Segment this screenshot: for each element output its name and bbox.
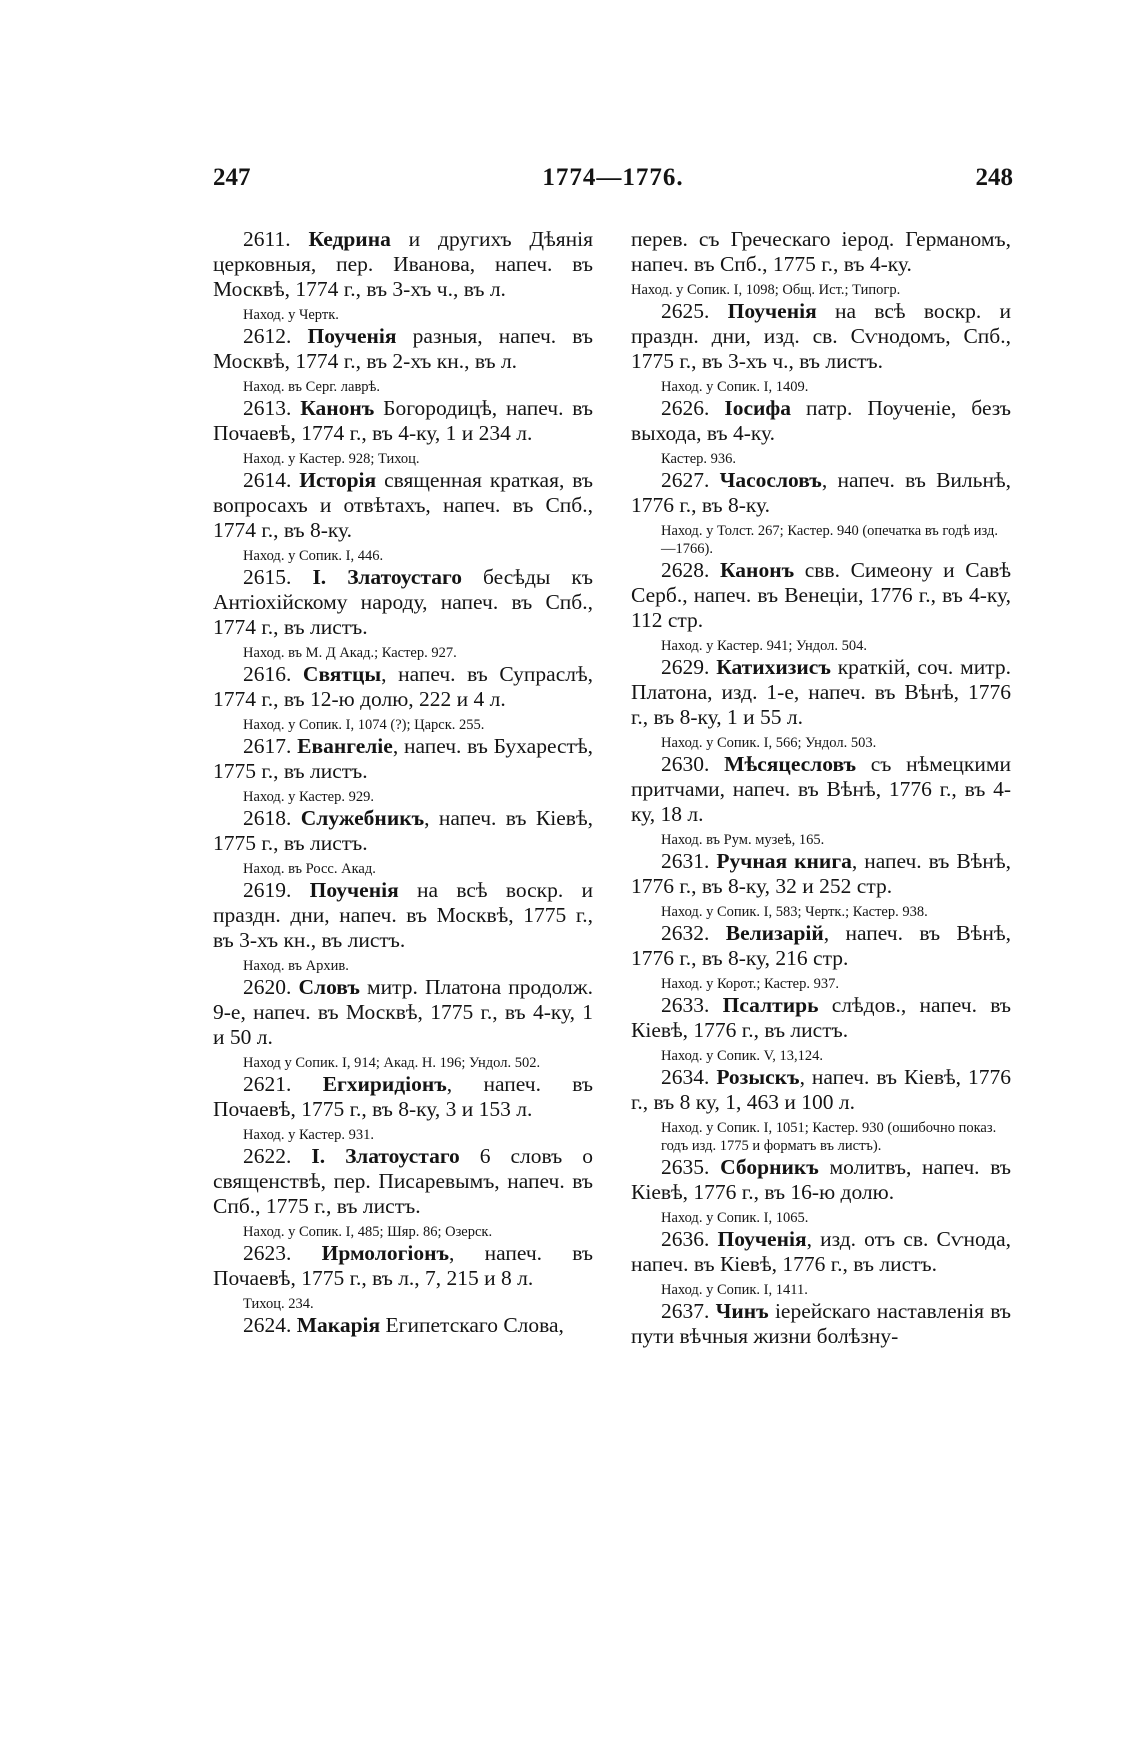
- entry-text: [631, 752, 1011, 827]
- entry-text: [213, 1313, 593, 1338]
- entry-text: [631, 396, 1011, 446]
- entry-number: 2621.: [243, 1072, 292, 1096]
- entry-description: Богородицѣ, напеч. въ Почаевѣ, 1774 г., въ 4-ку, 1 и 234 л.: [213, 396, 593, 445]
- entry-number: 2628.: [661, 558, 710, 582]
- entry-title: Псалтирь: [722, 993, 819, 1017]
- entry-description: перев. съ Греческаго іерод. Германомъ, напеч. въ Спб., 1775 г., въ 4-ку.: [631, 227, 1011, 276]
- entry-description: патр. Поученіе, безъ выхода, въ 4-ку.: [631, 396, 1011, 445]
- entry-text: [213, 806, 593, 856]
- entry-text: [631, 921, 1011, 971]
- entry-title: Велизарій: [725, 921, 824, 945]
- entry-text: [631, 299, 1011, 374]
- catalog-entry: [631, 1299, 1011, 1349]
- entry-text: [213, 734, 593, 784]
- entry-location: Наход. у Сопик. I, 446.: [243, 548, 384, 564]
- entry-number: 2634.: [661, 1065, 710, 1089]
- entry-title: Святцы: [302, 662, 382, 686]
- entry-location: Наход. у Толст. 267; Кастер. 940 (опечатка въ годѣ изд.—1766).: [661, 523, 998, 557]
- entry-location: Наход. у Сопик. I, 583; Чертк.; Кастер. 938.: [661, 904, 928, 920]
- entry-title: Часословъ: [719, 468, 822, 492]
- entry-number: 2627.: [661, 468, 710, 492]
- entry-number: 2637.: [661, 1299, 710, 1323]
- entry-description: , напеч. въ Почаевѣ, 1775 г., въ 8-ку, 3 и 153 л.: [213, 1072, 593, 1121]
- entry-location: Наход. у Кастер. 928; Тихоц.: [243, 451, 420, 467]
- entry-number: 2626.: [661, 396, 710, 420]
- entry-title: Егхиридіонъ: [322, 1072, 447, 1096]
- left-column: [213, 227, 593, 1342]
- entry-description: краткій, соч. митр. Платона, изд. 1-е, напеч. въ Вѣнѣ, 1776 г., въ 8-ку, 1 и 55 л.: [631, 655, 1012, 729]
- entry-text: [631, 655, 1011, 730]
- entry-title: Канонъ: [720, 558, 795, 582]
- entry-text: [631, 1065, 1011, 1115]
- entry-title: Ирмологіонъ: [321, 1241, 449, 1265]
- entry-location: Наход. у Чертк.: [243, 307, 339, 323]
- entry-location: Наход у Сопик. I, 914; Акад. Н. 196; Ундол. 502.: [243, 1055, 541, 1071]
- entry-description: 6 словъ о священствѣ, пер. Писаревымъ, напеч. въ Спб., 1775 г., въ листъ.: [213, 1144, 593, 1218]
- entry-text: [631, 1155, 1011, 1205]
- catalog-entry: [213, 662, 593, 734]
- entry-text: [213, 975, 593, 1050]
- entry-text: [213, 878, 593, 953]
- entry-text: [631, 849, 1011, 899]
- catalog-entry: [213, 565, 593, 662]
- entry-text: [213, 324, 593, 374]
- catalog-entry: [213, 324, 593, 396]
- catalog-entry: [213, 1072, 593, 1144]
- catalog-entry: [213, 734, 593, 806]
- entry-location: Наход. у Кастер. 941; Ундол. 504.: [661, 638, 868, 654]
- entry-description: бесѣды къ Антіохійскому народу, напеч. въ Спб., 1774 г., въ листъ.: [213, 565, 593, 639]
- entry-description: митр. Платона продолж. 9-е, напеч. въ Москвѣ, 1775 г., въ 4-ку, 1 и 50 л.: [213, 975, 593, 1049]
- entry-description: , напеч. въ Почаевѣ, 1775 г., въ л., 7, 215 и 8 л.: [213, 1241, 594, 1290]
- entry-description: свв. Симеону и Савѣ Серб., напеч. въ Венеціи, 1776 г., въ 4-ку, 112 стр.: [631, 558, 1012, 632]
- entry-title: Сборникъ: [720, 1155, 819, 1179]
- entry-text: [213, 1241, 593, 1291]
- catalog-entry: [213, 227, 593, 324]
- catalog-entry: [631, 993, 1011, 1065]
- entry-title: Мѣсяцесловъ: [724, 752, 857, 776]
- entry-location: Наход. у Сопик. I, 1051; Кастер. 930 (ошибочно показ. годъ изд. 1775 и форматъ въ листъ).: [661, 1120, 997, 1154]
- entry-description: на всѣ воскр. и праздн. дни, изд. св. Сѵнодомъ, Спб., 1775 г., въ 3-хъ ч., въ листъ.: [631, 299, 1012, 373]
- catalog-entry: [631, 1065, 1011, 1155]
- entry-text: [631, 993, 1011, 1043]
- year-range-title: 1774—1776.: [542, 164, 684, 191]
- catalog-entry: [213, 975, 593, 1072]
- entry-location: Наход. у Корот.; Кастер. 937.: [661, 976, 839, 992]
- entry-location: Тихоц. 234.: [243, 1296, 314, 1312]
- entry-description: іерейскаго наставленія въ пути вѣчныя жизни болѣзну-: [631, 1299, 1011, 1348]
- entry-location: Кастер. 936.: [661, 451, 736, 467]
- catalog-entry: [631, 849, 1011, 921]
- catalog-entry: [213, 1313, 593, 1338]
- entry-title: Ручная книга: [716, 849, 852, 873]
- entry-title: Евангеліе: [297, 734, 393, 758]
- entry-location: Наход. у Кастер. 929.: [243, 789, 374, 805]
- entry-location: Наход. у Кастер. 931.: [243, 1127, 374, 1143]
- entry-title: Словъ: [298, 975, 360, 999]
- entry-title: Іосифа: [724, 396, 792, 420]
- entry-number: 2612.: [243, 324, 292, 348]
- entry-number: 2633.: [661, 993, 710, 1017]
- catalog-entry: [213, 396, 593, 468]
- entry-number: 2622.: [243, 1144, 292, 1168]
- entry-description: , напеч. въ Вѣнѣ, 1776 г., въ 8-ку, 216 стр.: [631, 921, 1011, 970]
- entry-title: Чинъ: [715, 1299, 769, 1323]
- entry-location: Наход. у Сопик. I, 1098; Общ. Ист.; Типогр.: [631, 282, 901, 298]
- entry-description: и другихъ Дѣянія церковныя, пер. Иванова, напеч. въ Москвѣ, 1774 г., въ 3-хъ ч., въ л.: [213, 227, 594, 301]
- entry-description: , напеч. въ Супраслѣ, 1774 г., въ 12-ю долю, 222 и 4 л.: [213, 662, 594, 711]
- entry-number: 2611.: [243, 227, 291, 251]
- entry-number: 2635.: [661, 1155, 710, 1179]
- catalog-entry: [213, 1144, 593, 1241]
- entry-title: Поученія: [309, 878, 399, 902]
- entry-location: Наход. у Сопик. I, 1074 (?); Царск. 255.: [243, 717, 485, 733]
- catalog-entry: [631, 752, 1011, 849]
- entry-description: Египетскаго Слова,: [380, 1313, 564, 1337]
- entry-number: 2630.: [661, 752, 710, 776]
- entry-description: священная краткая, въ вопросахъ и отвѣтахъ, напеч. въ Спб., 1774 г., въ 8-ку.: [213, 468, 593, 542]
- entry-title: Канонъ: [300, 396, 375, 420]
- catalog-entry: [631, 655, 1011, 752]
- entry-description: , напеч. въ Кіевѣ, 1776 г., въ 8 ку, 1, 463 и 100 л.: [631, 1065, 1011, 1114]
- entry-text: [213, 1072, 593, 1122]
- entry-number: 2624.: [243, 1313, 292, 1337]
- entry-title: Поученія: [717, 1227, 807, 1251]
- entry-location: Наход. у Сопик. I, 1409.: [661, 379, 809, 395]
- entry-number: 2623.: [243, 1241, 292, 1265]
- entry-text: [631, 1227, 1011, 1277]
- page-number-right: 248: [975, 164, 1013, 191]
- entry-description: , напеч. въ Кіевѣ, 1775 г., въ листъ.: [213, 806, 593, 855]
- catalog-entry: [631, 396, 1011, 468]
- entry-title: Исторія: [299, 468, 377, 492]
- page-header: [213, 164, 1013, 204]
- catalog-entry: [631, 299, 1011, 396]
- entry-number: 2617.: [243, 734, 292, 758]
- entry-location: Наход. въ Серг. лаврѣ.: [243, 379, 381, 395]
- page-number-left: 247: [213, 164, 251, 191]
- entry-description: молитвъ, напеч. въ Кіевѣ, 1776 г., въ 16-ю долю.: [631, 1155, 1011, 1204]
- entry-title: I. Златоустаго: [312, 565, 462, 589]
- entry-number: 2616.: [243, 662, 292, 686]
- entry-title: Макарія: [296, 1313, 381, 1337]
- entry-title: Поученія: [727, 299, 817, 323]
- entry-title: I. Златоустаго: [311, 1144, 460, 1168]
- entry-text: [631, 1299, 1011, 1349]
- entry-description: съ нѣмецкими притчами, напеч. въ Вѣнѣ, 1776 г., въ 4-ку, 18 л.: [631, 752, 1011, 826]
- catalog-entry: [631, 1155, 1011, 1227]
- entry-title: Служебникъ: [300, 806, 425, 830]
- entry-location: Наход. у Сопик. I, 485; Шяр. 86; Озерск.: [243, 1224, 493, 1240]
- catalog-entry: [213, 878, 593, 975]
- entry-description: , изд. отъ св. Сѵнода, напеч. въ Кіевѣ, 1776 г., въ листъ.: [631, 1227, 1011, 1276]
- entry-location: Наход. у Сопик. I, 566; Ундол. 503.: [661, 735, 877, 751]
- right-column: [631, 227, 1011, 1353]
- entry-number: 2625.: [661, 299, 710, 323]
- entry-text: [213, 1144, 593, 1219]
- entry-number: 2632.: [661, 921, 710, 945]
- entry-number: 2620.: [243, 975, 292, 999]
- entry-text: [213, 468, 593, 543]
- entry-number: 2613.: [243, 396, 292, 420]
- catalog-entry: [631, 921, 1011, 993]
- entry-number: 2629.: [661, 655, 710, 679]
- entry-text: [631, 558, 1011, 633]
- entry-description: на всѣ воскр. и праздн. дни, напеч. въ Москвѣ, 1775 г., въ 3-хъ кн., въ листъ.: [213, 878, 594, 952]
- entry-location: Наход. въ Рум. музеѣ, 165.: [661, 832, 825, 848]
- entry-description: разныя, напеч. въ Москвѣ, 1774 г., въ 2-хъ кн., въ л.: [213, 324, 594, 373]
- entry-number: 2614.: [243, 468, 292, 492]
- entry-location: Наход. у Сопик. I, 1065.: [661, 1210, 809, 1226]
- catalog-entry: [631, 468, 1011, 558]
- entry-text: [631, 468, 1011, 518]
- entry-location: Наход. въ М. Д Акад.; Кастер. 927.: [243, 645, 457, 661]
- entry-description: , напеч. въ Вильнѣ, 1776 г., въ 8-ку.: [631, 468, 1012, 517]
- catalog-entry: [213, 468, 593, 565]
- entry-description: слѣдов., напеч. въ Кіевѣ, 1776 г., въ листъ.: [631, 993, 1011, 1042]
- entry-title: Поученія: [307, 324, 397, 348]
- entry-number: 2631.: [661, 849, 710, 873]
- entry-title: Кедрина: [308, 227, 391, 251]
- entry-text: [213, 227, 593, 302]
- entry-title: Розыскъ: [716, 1065, 800, 1089]
- entry-title: Катихизисъ: [716, 655, 831, 679]
- entry-location: Наход. въ Архив.: [243, 958, 349, 974]
- entry-number: 2615.: [243, 565, 292, 589]
- entry-text: [213, 396, 593, 446]
- entry-text: [213, 662, 593, 712]
- catalog-entry: [213, 806, 593, 878]
- entry-number: 2636.: [661, 1227, 710, 1251]
- catalog-entry: [213, 1241, 593, 1313]
- catalog-entry: [631, 1227, 1011, 1299]
- catalog-entry: [631, 227, 1011, 299]
- entry-text: [213, 565, 593, 640]
- entry-location: Наход. въ Росс. Акад.: [243, 861, 376, 877]
- catalog-entry: [631, 558, 1011, 655]
- entry-description: , напеч. въ Вѣнѣ, 1776 г., въ 8-ку, 32 и 252 стр.: [631, 849, 1011, 898]
- entry-description: , напеч. въ Бухарестѣ, 1775 г., въ листъ.: [213, 734, 594, 783]
- entry-number: 2619.: [243, 878, 292, 902]
- entry-number: 2618.: [243, 806, 292, 830]
- entry-location: Наход. у Сопик. I, 1411.: [661, 1282, 808, 1298]
- entry-location: Наход. у Сопик. V, 13,124.: [661, 1048, 824, 1064]
- entry-text: [631, 227, 1011, 277]
